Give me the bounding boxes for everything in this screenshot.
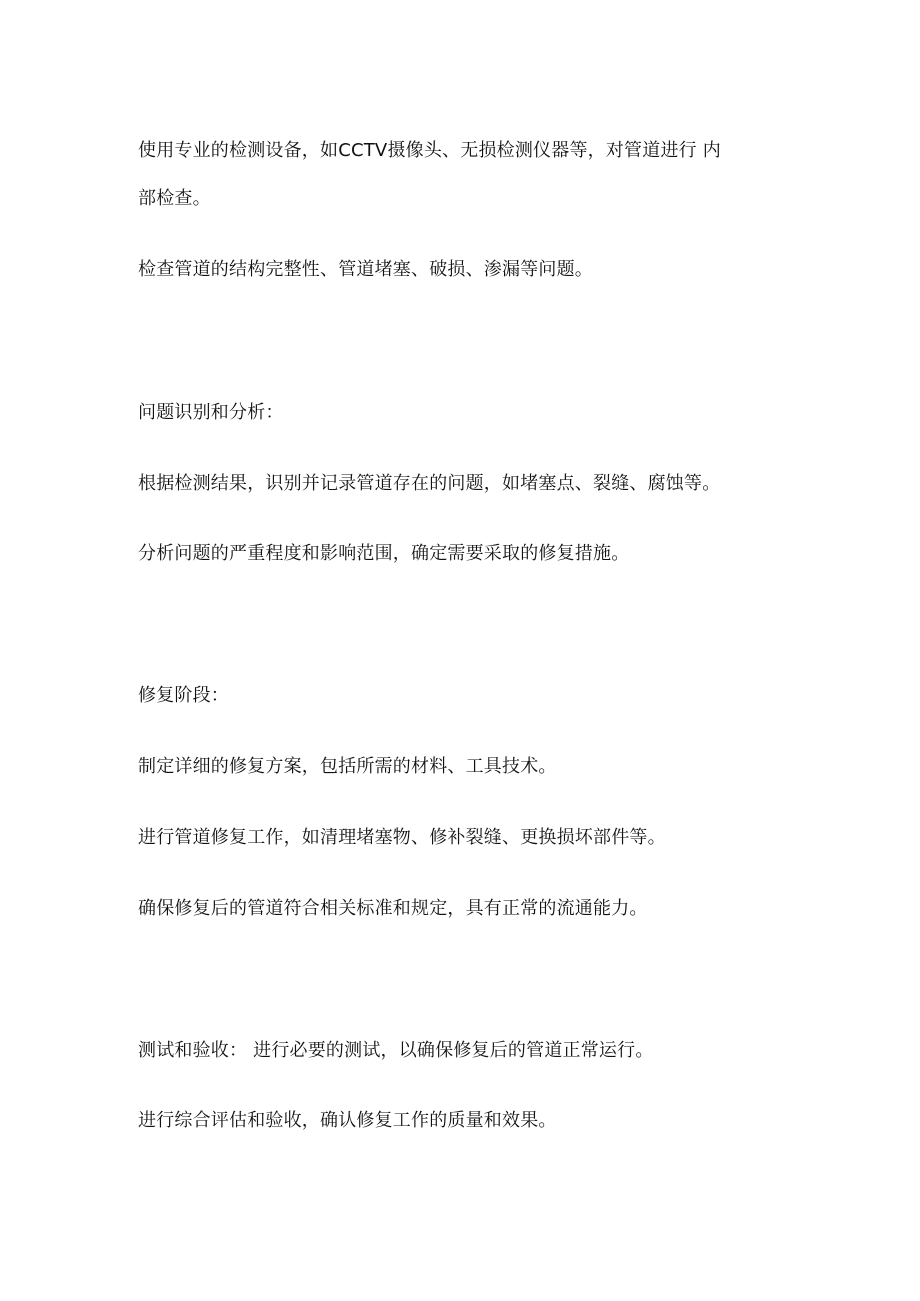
paragraph-line: 分析问题的严重程度和影响范围，确定需要采取的修复措施。 [138,543,630,564]
paragraph-line: 根据检测结果，识别并记录管道存在的问题，如堵塞点、裂缝、腐蚀等。 [138,473,721,494]
paragraph-line: 进行管道修复工作，如清理堵塞物、修补裂缝、更换损坏部件等。 [138,827,666,848]
paragraph-line: 进行综合评估和验收，确认修复工作的质量和效果。 [138,1110,557,1131]
paragraph-line: 部检查。 [138,188,211,209]
paragraph-line: 确保修复后的管道符合相关标准和规定，具有正常的流通能力。 [138,898,648,919]
paragraph-line: 使用专业的检测设备，如CCTV摄像头、无损检测仪器等，对管道进行 内 [138,140,721,161]
section-heading: 问题识别和分析： [138,402,284,423]
paragraph-line: 检查管道的结构完整性、管道堵塞、破损、渗漏等问题。 [138,259,593,280]
section-heading: 修复阶段： [138,685,229,706]
section-heading: 测试和验收： 进行必要的测试，以确保修复后的管道正常运行。 [138,1040,654,1061]
paragraph-line: 制定详细的修复方案，包括所需的材料、工具技术。 [138,756,557,777]
